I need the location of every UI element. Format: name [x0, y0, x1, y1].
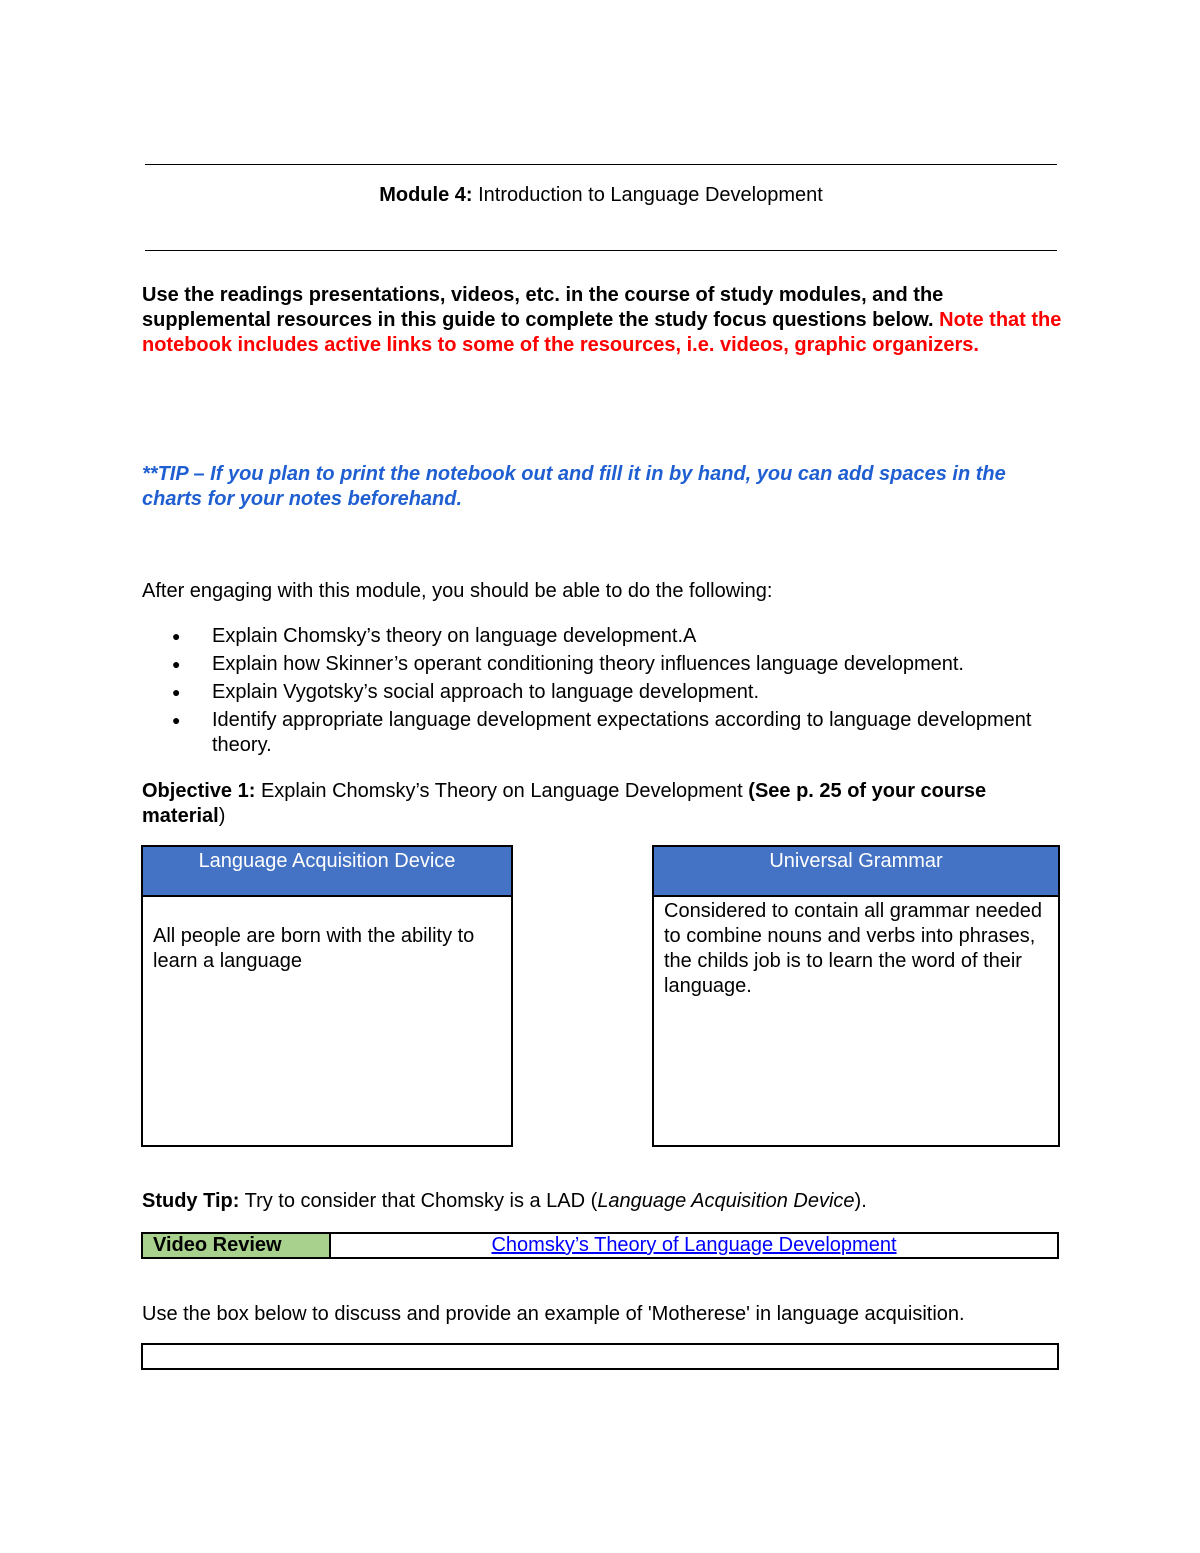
module-label: Module 4: [379, 184, 473, 206]
universal-grammar-box [652, 845, 1060, 1147]
universal-grammar-box-title: Universal Grammar [654, 847, 1058, 897]
lad-box-title: Language Acquisition Device [143, 847, 511, 897]
page-title [145, 184, 1057, 207]
tip-paragraph: **TIP – If you plan to print the notebook out and fill it in by hand, you can add spaces in the charts for your notes beforehand. [142, 463, 1006, 510]
lad-box [141, 845, 513, 1147]
intro-paragraph [142, 283, 1062, 358]
objective-1-label: Objective 1: [142, 780, 256, 802]
objective-1-text: Explain Chomsky’s Theory on Language Development [255, 780, 749, 802]
bottom-rule [145, 250, 1057, 251]
lad-box-content[interactable]: All people are born with the ability to learn a language [153, 925, 475, 972]
objective-item [142, 708, 1042, 758]
objectives-intro: After engaging with this module, you should be able to do the following: [142, 580, 773, 602]
bullet-icon: ● [172, 684, 181, 700]
motherese-prompt: Use the box below to discuss and provide an example of 'Motherese' in language acquisition. [142, 1303, 965, 1325]
intro-bold-text: Use the readings presentations, videos, etc. in the course of study modules, and the supplemental resources in this guide to complete the study focus questions below. [142, 284, 944, 331]
objective-1-reference: (See p. 25 of your course material [142, 780, 987, 827]
top-rule [145, 164, 1057, 165]
objective-item [142, 624, 1042, 649]
intro-red-note: Note that the notebook includes active links to some of the resources, i.e. videos, graphic organizers. [142, 309, 1062, 356]
objective-item-text: Explain how Skinner’s operant conditioning theory influences language development. [212, 653, 964, 675]
objective-item-text: Explain Vygotsky’s social approach to language development. [212, 681, 760, 703]
video-review-label: Video Review [143, 1234, 331, 1257]
video-review-link[interactable]: Chomsky’s Theory of Language Development [491, 1234, 897, 1256]
study-tip-text: Try to consider that Chomsky is a LAD ( [239, 1190, 598, 1212]
study-tip-close: ). [854, 1190, 867, 1212]
universal-grammar-box-content[interactable]: Considered to contain all grammar needed to combine nouns and verbs into phrases, the childs job is to learn the word of their language. [664, 900, 1042, 997]
objective-1-heading [142, 779, 1062, 829]
study-tip-label: Study Tip: [142, 1190, 240, 1212]
bullet-icon: ● [172, 628, 181, 644]
objective-item [142, 680, 1042, 705]
objectives-list [142, 624, 1042, 761]
bullet-icon: ● [172, 656, 181, 672]
video-review-row [141, 1232, 1059, 1259]
objective-1-reference-close: ) [218, 805, 226, 827]
study-tip-italic: Language Acquisition Device [597, 1190, 855, 1212]
motherese-answer-box[interactable] [141, 1343, 1059, 1370]
objective-item-text: Identify appropriate language development expectations according to language development theory. [212, 709, 1032, 756]
objective-item-text: Explain Chomsky’s theory on language development.A [212, 625, 697, 647]
module-title: Introduction to Language Development [472, 184, 823, 206]
bullet-icon: ● [172, 712, 181, 728]
objective-item [142, 652, 1042, 677]
study-tip [142, 1190, 867, 1213]
